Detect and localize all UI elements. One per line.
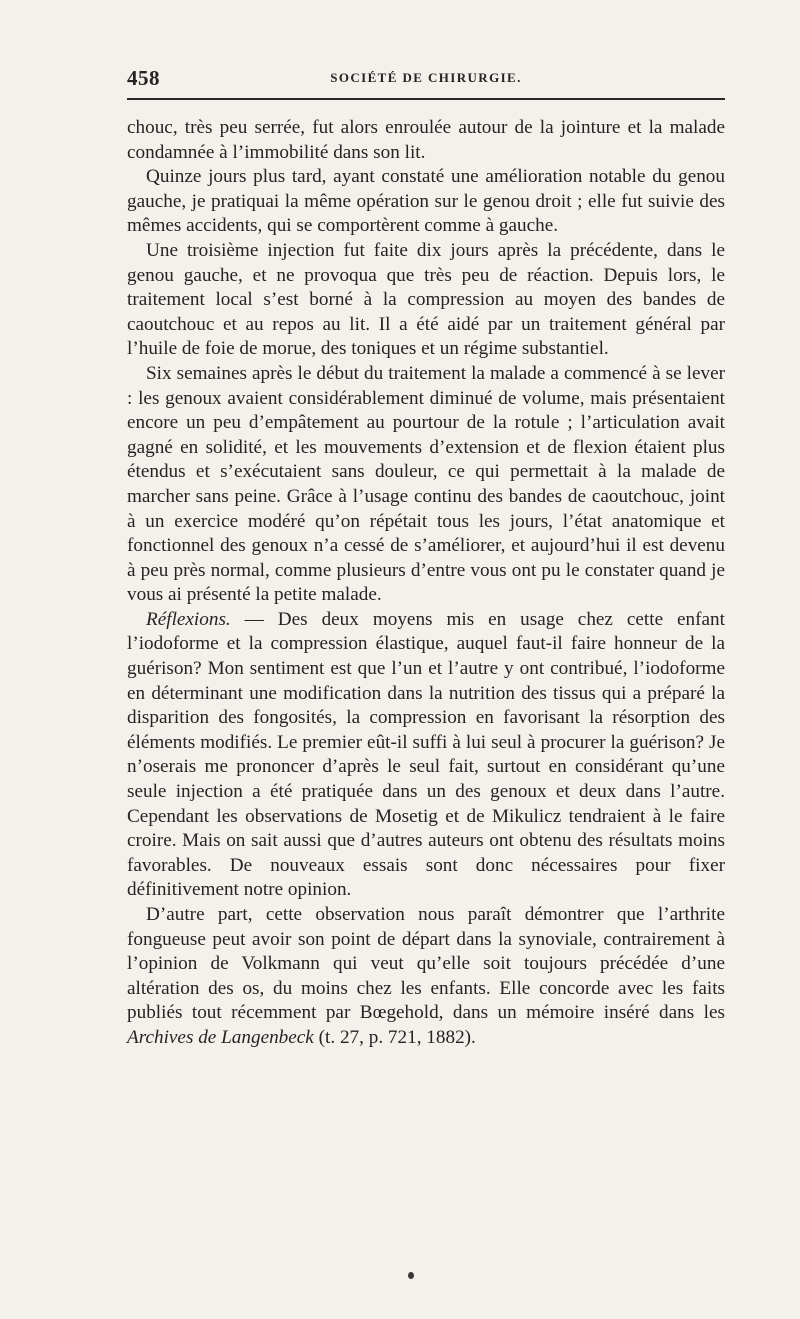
header-rule (127, 98, 725, 100)
paragraph-1: chouc, très peu serrée, fut alors enroulée autour de la jointure et la malade condamnée à l’immobilité dans son lit. (127, 117, 725, 163)
paragraph-6-text-b: (t. 27, p. 721, 1882). (313, 1026, 476, 1048)
paragraph-6-text-a: D’autre part, cette observation nous paraît démontrer que l’arthrite fongueuse peut avoir son point de départ dans la synoviale, contrairement à l’opinion de Volkmann qui veut qu’elle soit toujours précédée d’une altération des os, du moins chez les enfants. Elle concorde avec les faits publiés tout récemment par Bœgehold, dans un mémoire inséré dans les (127, 904, 725, 1024)
paragraph-5 (127, 608, 725, 903)
page-header (127, 60, 725, 96)
reflexions-heading: Réflexions. (146, 608, 231, 630)
running-title: SOCIÉTÉ DE CHIRURGIE. (330, 70, 522, 85)
paragraph-3: Une troisième injection fut faite dix jours après la précédente, dans le genou gauche, et ne provoqua que très peu de réaction. Depuis lors, le traitement local s’est borné à la compression au moyen des bandes de caoutchouc et au repos au lit. Il a été aidé par un traitement général par l’huile de foie de morue, des toniques et un régime substantiel. (127, 239, 725, 360)
journal-title: Archives de Langenbeck (127, 1026, 314, 1048)
page-body (127, 116, 725, 1051)
paragraph-2: Quinze jours plus tard, ayant constaté une amélioration notable du genou gauche, je pratiquai la même opération sur le genou droit ; elle fut suivie des mêmes accidents, qui se comportèrent comme à gauche. (127, 166, 725, 237)
footer-dot-mark (408, 1272, 414, 1279)
paragraph-5-text: — Des deux moyens mis en usage chez cette enfant l’iodoforme et la compression élastique, auquel faut-il faire honneur de la guérison? Mon sentiment est que l’un et l’autre y ont contribué, l’iodoforme en déterminant une modification dans la nutrition des tissus qui a préparé la disparition des fongosités, la compression en favorisant la résorption des éléments modifiés. Le premier eût-il suffi à lui seul à procurer la guérison? Je n’oserais me prononcer d’après le seul fait, surtout en considérant qu’une seule injection a été pratiquée dans un des genoux et deux dans l’autre. Cependant les observations de Mosetig et de Mikulicz tendraient à le faire croire. Mais on sait aussi que d’autres auteurs ont obtenu des résultats moins favorables. De nouveaux essais sont donc nécessaires pour fixer définitivement notre opinion. (127, 608, 725, 901)
page-number: 458 (127, 66, 160, 90)
paragraph-4: Six semaines après le début du traitement la malade a commencé à se lever : les genoux avaient considérablement diminué de volume, mais présentaient encore un peu d’empâtement au pourtour de la rotule ; l’articulation avait gagné en solidité, et les mouvements d’extension et de flexion étaient plus étendus et s’exécutaient sans douleur, ce qui permettait à la malade de marcher sans peine. Grâce à l’usage continu des bandes de caoutchouc, joint à un exercice modéré qu’on répétait tous les jours, l’état anatomique et fonctionnel des genoux n’a cessé de s’améliorer, et aujourd’hui il est devenu à peu près normal, comme plusieurs d’entre vous ont pu le constater quand je vous ai présenté la petite malade. (127, 362, 725, 606)
paragraph-6 (127, 903, 725, 1051)
